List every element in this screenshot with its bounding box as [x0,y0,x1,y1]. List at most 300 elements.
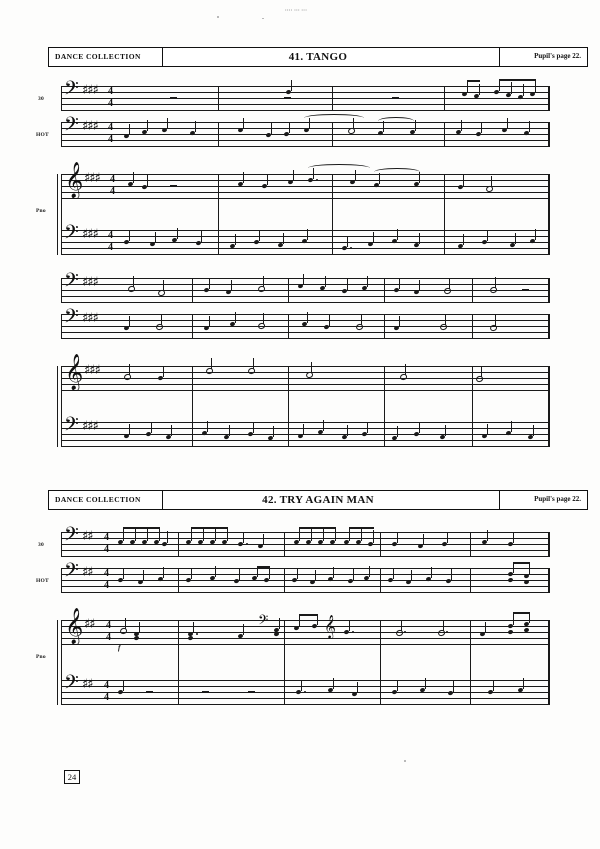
barline-end [548,314,550,339]
note-stem [451,569,452,580]
note-stem [299,528,300,541]
barline-end [548,620,550,705]
note-stem [443,620,444,631]
note-stem [125,618,126,629]
page-number-box: 24 [64,770,80,784]
note-stem [397,426,398,437]
time-signature-top: 4 [110,174,115,185]
bass-clef-icon: 𝄢 [64,560,79,586]
note-stem [333,678,334,689]
note-stem [263,534,264,545]
note-stem [463,175,464,186]
beam [349,527,374,529]
note-stem [325,276,326,287]
note-stem [507,118,508,129]
key-signature: ♯♯♯ [82,419,98,434]
note-stem [461,120,462,131]
barline-end [548,122,550,147]
note-stem [191,568,192,579]
dynamic-marking: f [118,644,121,652]
augmentation-dot [352,631,354,633]
note-stem [167,118,168,129]
note-stem [453,681,454,692]
scan-speck [217,16,219,18]
note-stem [315,570,316,581]
augmentation-dot [316,179,318,181]
system-bracket-1 [61,532,62,557]
note-stem [523,678,524,689]
beam [467,80,480,82]
piece1-system1 [36,78,550,261]
barline [472,314,473,339]
note-stem [271,123,272,134]
rest [284,97,291,99]
piece2-system1 [36,524,550,712]
time-signature-bottom: 4 [110,186,115,197]
note-stem [355,170,356,181]
note-stem [415,120,416,131]
note-stem [209,316,210,327]
treble-clef-icon: 𝄞 [65,354,84,390]
note-stem [263,313,264,324]
barline [332,122,333,147]
beam [299,614,318,616]
note-stem [211,358,212,369]
note-stem [373,232,374,243]
note-stem [347,236,348,247]
note-stem [523,84,524,96]
note-stem [353,569,354,580]
note-stem [259,230,260,241]
key-signature: ♯♯♯ [82,227,98,242]
note-stem [535,229,536,240]
scan-speck [262,18,264,19]
piano-brace-outer [57,174,58,255]
note-stem [399,278,400,289]
augmentation-dot [196,633,198,635]
barline [472,366,473,447]
bass-clef-icon: 𝄢 [64,414,79,440]
time-signature-bottom: 4 [104,544,109,555]
key-signature: ♯♯♯ [84,171,100,186]
barline [380,568,381,593]
note-stem [215,566,216,577]
instrument-label-3: Pno [36,208,46,214]
note-stem [445,425,446,436]
key-signature: ♯♯ [82,529,93,544]
key-signature: ♯♯ [82,677,93,692]
note-stem [481,122,482,133]
system-bracket-1 [61,278,62,303]
note-stem [401,620,402,631]
note-stem [397,229,398,240]
key-signature: ♯♯♯ [82,119,98,134]
note-stem [535,81,536,93]
piece1-system2 [62,270,550,453]
note-stem [399,316,400,327]
note-stem [349,620,350,631]
piano-brace [61,366,62,447]
note-stem [243,624,244,635]
note-stem [289,122,290,133]
barline [470,532,471,557]
note-stem [447,532,448,543]
augmentation-dot [404,631,406,633]
note-stem [467,82,468,93]
staff-instrument-2 [62,311,550,339]
barline [470,568,471,593]
note-stem [487,230,488,241]
barline [332,174,333,255]
treble-clef-icon: 𝄞 [65,162,84,198]
piece-header-1 [48,47,588,67]
note-stem [419,233,420,244]
barline-end [548,568,550,593]
note-stem [297,568,298,579]
note-stem [203,528,204,541]
note-stem [147,175,148,186]
note-stem [335,528,336,541]
system-bracket-2 [61,314,62,339]
barline [332,86,333,111]
key-signature: ♯♯♯ [84,363,100,378]
augmentation-dot [246,543,248,545]
beam [123,527,160,529]
note-stem [367,422,368,433]
staff-piano-bass [62,677,550,705]
note-stem [329,315,330,326]
bass-clef-icon: 𝄢 [64,672,79,698]
note-stem [235,312,236,323]
note-stem [133,172,134,183]
note-stem [487,424,488,435]
note-stem [163,366,164,377]
bass-clef-icon: 𝄢 [64,306,79,332]
staff-piano-bass [62,419,550,447]
barline [380,532,381,557]
pupil-page-label: Pupil's page 22. [534,52,581,60]
beam [513,562,530,564]
note-stem [353,118,354,129]
bass-clef-icon: 𝄢 [258,612,269,631]
note-stem [419,172,420,183]
rest [202,691,209,693]
note-stem [349,528,350,541]
barline-end [548,366,550,447]
note-stem [367,276,368,287]
note-stem [303,424,304,435]
note-stem [129,230,130,241]
piece-title: 42. TRY AGAIN MAN [262,494,374,506]
time-signature-top: 4 [104,532,109,543]
note-stem [123,568,124,579]
collection-label: DANCE COLLECTION [55,52,141,61]
note-stem [347,279,348,290]
note-stem [253,422,254,433]
piano-brace [61,620,62,705]
note-stem [243,118,244,129]
note-stem [373,530,374,543]
note-stem [347,425,348,436]
time-signature-top: 4 [108,86,113,97]
time-signature-bottom: 4 [108,98,113,109]
pupil-page-label: Pupil's page 22. [534,495,581,503]
time-signature-top: 4 [104,680,109,691]
instrument-label-1: 30 [38,96,44,102]
note-stem [293,170,294,181]
barline [288,366,289,447]
barline [444,174,445,255]
note-stem [307,229,308,240]
note-stem [481,366,482,377]
note-stem [155,232,156,243]
note-stem [393,568,394,579]
note-stem [529,564,530,575]
key-signature: ♯♯ [82,565,93,580]
note-stem [177,228,178,239]
note-stem [491,176,492,187]
note-stem [129,316,130,327]
staff-instrument-1 [62,275,550,303]
note-stem [369,566,370,577]
staff-instrument-1 [62,83,550,111]
note-stem [239,569,240,580]
note-stem [513,532,514,543]
augmentation-dot [304,691,306,693]
barline [284,532,285,557]
barline [384,278,385,303]
note-stem [419,422,420,433]
beam [499,79,536,81]
note-stem [495,277,496,288]
bass-clef-icon: 𝄢 [64,222,79,248]
note-stem [193,622,194,633]
note-stem [529,121,530,132]
barline-end [548,532,550,557]
note-stem [405,364,406,375]
collection-label: DANCE COLLECTION [55,495,141,504]
note-stem [361,528,362,541]
piano-brace-outer [57,620,58,705]
instrument-label-2: HOT [36,578,49,584]
time-signature-top: 4 [106,620,111,631]
rest [392,97,399,99]
time-signature-bottom: 4 [108,134,113,145]
note-stem [485,622,486,633]
note-stem [273,426,274,437]
barline [288,314,289,339]
barline [284,568,285,593]
note-stem [479,84,480,95]
note-stem [361,314,362,325]
barline [218,122,219,147]
note-stem [159,528,160,541]
note-stem [357,682,358,693]
barline [218,86,219,111]
rest [248,691,255,693]
slur [378,117,414,125]
note-stem [163,280,164,291]
note-stem [139,622,140,633]
barline [192,314,193,339]
time-signature-top: 4 [104,568,109,579]
barline [384,314,385,339]
barline [192,366,193,447]
time-signature-bottom: 4 [104,692,109,703]
note-stem [129,364,130,375]
note-stem [487,530,488,541]
instrument-label-1: 30 [38,542,44,548]
note-stem [143,570,144,581]
staff-instrument-2 [62,565,550,593]
note-stem [311,528,312,541]
note-stem [229,425,230,436]
staff-piano-treble [62,171,550,199]
beam [191,527,228,529]
note-stem [411,570,412,581]
note-stem [323,420,324,431]
bass-clef-icon: 𝄢 [64,114,79,140]
time-signature-top: 4 [108,230,113,241]
note-stem [269,568,270,579]
treble-clef-icon: 𝄞 [65,608,84,644]
note-stem [423,534,424,545]
note-stem [301,680,302,691]
note-stem [243,532,244,543]
barline-end [548,174,550,255]
barline [444,122,445,147]
time-signature-bottom: 4 [104,580,109,591]
note-stem [123,680,124,691]
time-signature-bottom: 4 [106,632,111,643]
instrument-label-3: Pno [36,654,46,660]
barline [178,568,179,593]
scan-artifact-text: •••• ••• ••• [285,7,308,12]
note-stem [307,312,308,323]
beam [513,612,530,614]
note-stem [499,80,500,91]
barline [444,86,445,111]
piano-brace-outer [57,366,58,447]
barline [472,278,473,303]
note-stem [511,82,512,94]
note-stem [303,274,304,285]
barline-end [548,278,550,303]
note-stem [135,528,136,541]
note-stem [227,528,228,541]
note-stem [133,276,134,287]
slur [308,164,370,172]
note-stem [231,280,232,291]
note-stem [533,425,534,436]
system-bracket-2 [61,568,62,593]
note-stem [279,618,280,629]
slur [374,168,420,176]
note-stem [495,315,496,326]
note-stem [419,280,420,291]
treble-clef-icon: 𝄞 [324,614,336,638]
note-stem [129,424,130,435]
note-stem [333,567,334,578]
barline [470,620,471,705]
note-stem [209,278,210,289]
barline [178,620,179,705]
note-stem [147,528,148,541]
beam [299,527,336,529]
note-stem [151,422,152,433]
note-stem [161,314,162,325]
rest [170,185,177,187]
rest [146,691,153,693]
note-stem [511,421,512,432]
barline [284,620,285,705]
piece-title: 41. TANGO [288,51,348,63]
bass-clef-icon: 𝄢 [64,524,79,550]
note-stem [513,614,514,625]
rest [522,289,529,291]
barline [380,620,381,705]
note-stem [171,425,172,436]
barline-end [548,86,550,111]
barline [384,366,385,447]
note-stem [123,528,124,541]
note-stem [493,680,494,691]
augmentation-dot [350,247,352,249]
system-bracket-1 [61,86,62,111]
note-stem [129,124,130,135]
instrument-label-2: HOT [36,132,49,138]
beam [257,566,270,568]
note-stem [201,231,202,242]
system-bracket-2 [61,122,62,147]
note-stem [283,233,284,244]
rest [170,97,177,99]
note-stem [431,567,432,578]
note-stem [463,234,464,245]
note-stem [515,233,516,244]
note-stem [323,528,324,541]
augmentation-dot [446,631,448,633]
barline [178,532,179,557]
key-signature: ♯♯♯ [82,83,98,98]
key-signature: ♯♯♯ [82,311,98,326]
note-stem [425,678,426,689]
note-stem [215,528,216,541]
note-stem [397,680,398,691]
scan-speck [404,760,406,762]
note-stem [207,421,208,432]
note-stem [291,80,292,91]
note-stem [147,120,148,131]
key-signature: ♯♯♯ [82,275,98,290]
note-stem [235,234,236,245]
barline [192,278,193,303]
time-signature-top: 4 [108,122,113,133]
piano-brace [61,174,62,255]
note-stem [163,567,164,578]
note-stem [397,532,398,543]
note-stem [191,528,192,541]
time-signature-bottom: 4 [108,242,113,253]
barline [218,174,219,255]
key-signature: ♯♯ [84,617,95,632]
note-stem [263,276,264,287]
note-stem [253,358,254,369]
note-stem [445,314,446,325]
note-stem [311,362,312,373]
bass-clef-icon: 𝄢 [64,270,79,296]
barline [288,278,289,303]
